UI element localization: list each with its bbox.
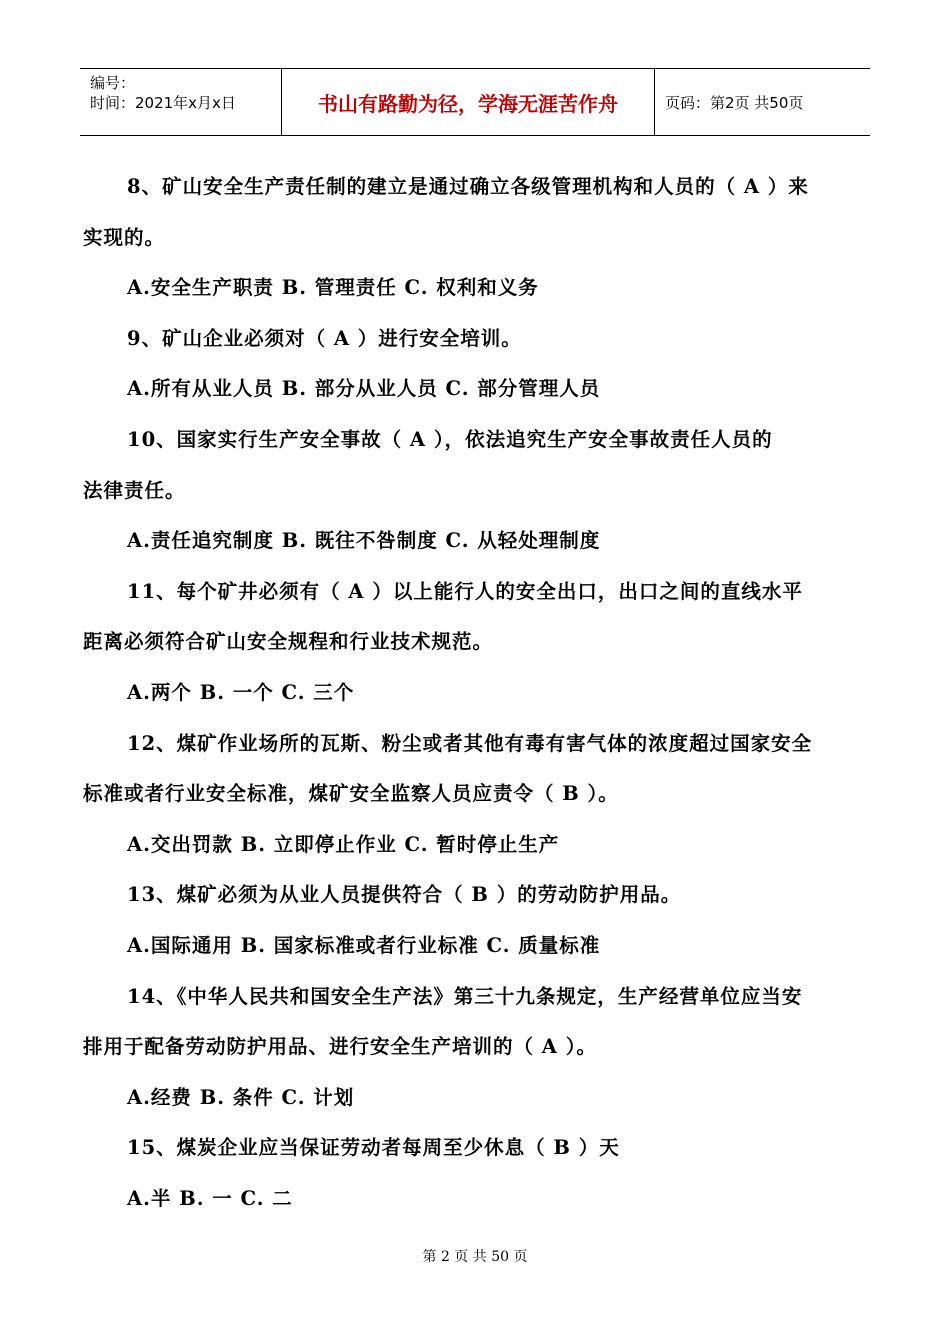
question-10-line-2: 法律责任。 <box>83 478 186 502</box>
page-header <box>80 68 870 136</box>
question-10-options: A.责任追究制度 B. 既往不咎制度 C. 从轻处理制度 <box>127 529 601 553</box>
question-11-line-1: 11、每个矿井必须有（ A ）以上能行人的安全出口，出口之间的直线水平 <box>127 579 803 603</box>
question-11-line-2: 距离必须符合矿山安全规程和行业技术规范。 <box>83 630 494 654</box>
question-14-line-2: 排用于配备劳动防护用品、进行安全生产培训的（ A ）。 <box>83 1035 597 1059</box>
question-13: 13、煤矿必须为从业人员提供符合（ B ）的劳动防护用品。 <box>127 883 682 907</box>
number-label: 编号： <box>90 74 136 92</box>
page-footer: 第 2 页 共 50 页 <box>422 1249 528 1265</box>
header-motto: 书山有路勤为径，学海无涯苦作舟 <box>282 69 655 135</box>
question-13-options: A.国际通用 B. 国家标准或者行业标准 C. 质量标准 <box>127 933 601 957</box>
question-9: 9、矿山企业必须对（ A ）进行安全培训。 <box>127 326 522 350</box>
question-15: 15、煤炭企业应当保证劳动者每周至少休息（ B ）天 <box>127 1136 620 1160</box>
question-8-options: A.安全生产职责 B. 管理责任 C. 权利和义务 <box>127 276 539 300</box>
question-15-options: A.半 B. 一 C. 二 <box>127 1186 293 1210</box>
question-10-line-1: 10、国家实行生产安全事故（ A ），依法追究生产安全事故责任人员的 <box>127 427 773 451</box>
question-11-options: A.两个 B. 一个 C. 三个 <box>127 680 355 704</box>
document-body <box>83 168 873 1230</box>
question-12-line-2: 标准或者行业安全标准，煤矿安全监察人员应责令（ B ）。 <box>83 782 619 806</box>
time-label: 时间：2021年x月x日 <box>90 94 236 112</box>
question-14-options: A.经费 B. 条件 C. 计划 <box>127 1085 355 1109</box>
question-9-options: A.所有从业人员 B. 部分从业人员 C. 部分管理人员 <box>127 377 601 401</box>
question-12-line-1: 12、煤矿作业场所的瓦斯、粉尘或者其他有毒有害气体的浓度超过国家安全 <box>127 731 813 755</box>
question-8-line-2: 实现的。 <box>83 225 166 249</box>
question-14-line-1: 14、《中华人民共和国安全生产法》第三十九条规定，生产经营单位应当安 <box>127 984 803 1008</box>
header-left-cell <box>80 69 282 135</box>
question-8-line-1: 8、矿山安全生产责任制的建立是通过确立各级管理机构和人员的（ A ）来 <box>127 175 809 198</box>
header-page-info: 页码：第2页 共50页 <box>665 93 804 112</box>
question-12-options: A.交出罚款 B. 立即停止作业 C. 暂时停止生产 <box>127 832 560 856</box>
